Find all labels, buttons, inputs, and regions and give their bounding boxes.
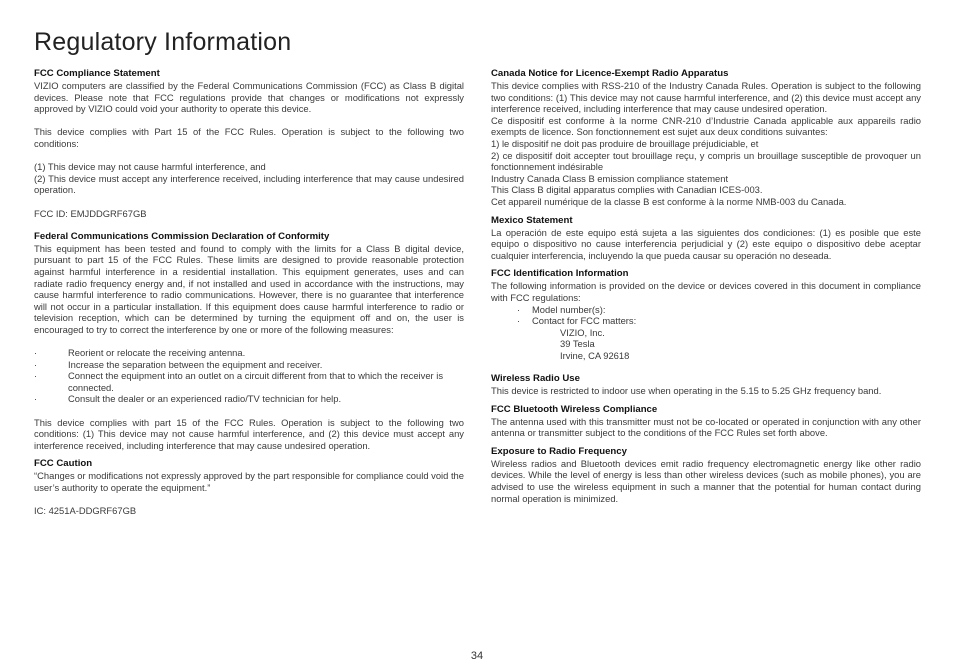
fcc-conformity-heading: Federal Communications Commission Declaration of Conformity bbox=[34, 230, 330, 242]
bullet-icon: · bbox=[34, 370, 38, 382]
bluetooth-section bbox=[491, 404, 921, 439]
left-column bbox=[34, 68, 464, 517]
wireless-heading: Wireless Radio Use bbox=[491, 373, 580, 385]
fcc-identification-heading: FCC Identification Information bbox=[491, 268, 629, 280]
bullet-icon: · bbox=[34, 358, 38, 370]
address-street: 39 Tesla bbox=[560, 338, 595, 350]
fcc-caution-heading: FCC Caution bbox=[34, 458, 93, 470]
canada-line-4: This Class B digital apparatus complies with Canadian ICES-003. bbox=[491, 184, 763, 196]
fcc-compliance-paragraph-2: This device complies with Part 15 of the FCC Rules. Operation is subject to the following two conditions: bbox=[34, 126, 464, 149]
fcc-conformity-section bbox=[34, 231, 464, 452]
mexico-heading: Mexico Statement bbox=[491, 214, 573, 226]
canada-paragraph-1: This device complies with RSS-210 of the Industry Canada Rules. Operation is subject to the following two conditions: (1) This device may not cause harmful interference, and (2) this device must accept any interference received, including interference that may cause undesired operation. bbox=[491, 80, 921, 115]
canada-heading: Canada Notice for Licence-Exempt Radio Apparatus bbox=[491, 68, 729, 79]
canada-section bbox=[491, 68, 921, 208]
fcc-compliance-heading: FCC Compliance Statement bbox=[34, 68, 160, 79]
exposure-paragraph: Wireless radios and Bluetooth devices emit radio frequency electromagnetic energy like other radio devices. While the level of energy is less than other wireless devices (such as mobile phones), you are advised to use the wireless equipment in such a manner that the potential for human contact during normal operation is minimized. bbox=[491, 457, 921, 504]
exposure-heading: Exposure to Radio Frequency bbox=[491, 445, 627, 457]
address-company: VIZIO, Inc. bbox=[560, 326, 605, 338]
canada-line-5: Cet appareil numérique de la classe B est conforme à la norme NMB-003 du Canada. bbox=[491, 195, 847, 207]
wireless-paragraph: This device is restricted to indoor use when operating in the 5.15 to 5.25 GHz frequency band. bbox=[491, 385, 882, 397]
canada-line-3: Industry Canada Class B emission compliance statement bbox=[491, 172, 729, 184]
page-number: 34 bbox=[470, 650, 484, 662]
address-city: Irvine, CA 92618 bbox=[560, 349, 630, 361]
fcc-condition-2: (2) This device must accept any interference received, including interference that may cause undesired operation. bbox=[34, 172, 464, 196]
wireless-section bbox=[491, 373, 921, 397]
bullet-icon: · bbox=[517, 303, 521, 315]
list-item: · Consult the dealer or an experienced radio/TV technician for help. bbox=[34, 393, 342, 405]
mexico-paragraph: La operación de este equipo está sujeta a las siguientes dos condiciones: (1) es posible que este equipo o dispositivo no cause interferencia perjudicial y (2) este equipo o dispositivo debe aceptar cualquier interferencia, incluyendo la que pueda causar su operación no deseada. bbox=[491, 226, 921, 261]
fcc-caution-paragraph: “Changes or modifications not expressly approved by the part responsible for compliance could void the user’s authority to operate the equipment.” bbox=[34, 470, 464, 493]
fcc-measures-list bbox=[34, 347, 464, 405]
exposure-section bbox=[491, 446, 921, 504]
fcc-identification-section bbox=[491, 268, 921, 361]
fcc-conformity-paragraph-1: This equipment has been tested and found to comply with the limits for a Class B digital device, pursuant to part 15 of the FCC Rules. These limits are designed to provide reasonable protection against harmful interference in a residential installation. This equipment generates, uses and can radiate radio frequency energy and, if not installed and used in accordance with the instructions, may cause harmful interference to radio communications. However, there is no guarantee that interference will not occur in a particular installation. If this equipment does cause harmful interference to radio or television reception, which can be determined by turning the equipment off and on, the user is encouraged to try to correct the interference by one or more of the following measures: bbox=[34, 242, 464, 335]
list-item: · Contact for FCC matters: bbox=[517, 315, 637, 327]
page-title: Regulatory Information bbox=[34, 28, 292, 56]
bluetooth-heading: FCC Bluetooth Wireless Compliance bbox=[491, 403, 658, 415]
fcc-identification-list bbox=[491, 304, 921, 327]
canada-paragraph-2: Ce dispositif est conforme à la norme CNR-210 d’Industrie Canada applicable aux appareils radio exempts de licence. Son fonctionnement est sujet aux deux conditions suivantes: bbox=[491, 114, 921, 138]
fcc-compliance-section bbox=[34, 68, 464, 219]
ic-number: IC: 4251A-DDGRF67GB bbox=[34, 505, 137, 517]
right-column bbox=[491, 68, 921, 504]
list-item: · Model number(s): bbox=[517, 303, 606, 315]
bullet-icon: · bbox=[34, 393, 38, 405]
bullet-icon: · bbox=[34, 347, 38, 359]
fcc-caution-section bbox=[34, 458, 464, 516]
fcc-condition-1: (1) This device may not cause harmful interference, and bbox=[34, 161, 266, 173]
fcc-compliance-paragraph-1: VIZIO computers are classified by the Federal Communications Commission (FCC) as Class B digital devices. Please note that FCC regulations provide that changes or modifications not expressly approved by VIZIO could void your authority to operate this device. bbox=[34, 80, 464, 115]
mexico-section bbox=[491, 215, 921, 262]
list-item: · Connect the equipment into an outlet on a circuit different from that to which the receiver is connected. bbox=[34, 370, 444, 393]
list-item: · Reorient or relocate the receiving antenna. bbox=[34, 347, 246, 359]
fcc-id: FCC ID: EMJDDGRF67GB bbox=[34, 207, 147, 219]
canada-line-2: 2) ce dispositif doit accepter tout brouillage reçu, y compris un brouillage susceptible de provoquer un fonctionnement indésirable bbox=[491, 149, 921, 173]
list-item: · Increase the separation between the equipment and receiver. bbox=[34, 358, 323, 370]
fcc-identification-paragraph: The following information is provided on the device or devices covered in this document in compliance with FCC regulations: bbox=[491, 280, 921, 303]
bullet-icon: · bbox=[517, 315, 521, 327]
bluetooth-paragraph: The antenna used with this transmitter must not be co-located or operated in conjunction with any other antenna or transmitter subject to the conditions of the FCC Rules set forth above. bbox=[491, 415, 921, 439]
canada-line-1: 1) le dispositif ne doit pas produire de brouillage préjudiciable, et bbox=[491, 137, 759, 149]
fcc-conformity-paragraph-2: This device complies with part 15 of the FCC Rules. Operation is subject to the following two conditions: (1) This device may not cause harmful interference, and (2) this device must accept any interference received, including interference that may cause undesired operation. bbox=[34, 416, 464, 451]
